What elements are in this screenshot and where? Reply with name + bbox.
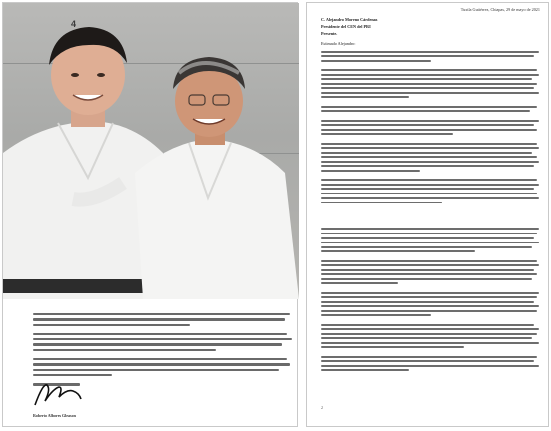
recipient-name: C. Alejandro Moreno Cárdenas (321, 17, 378, 22)
left-document-page (2, 2, 298, 427)
wall-number: 4 (71, 19, 77, 29)
letter-date: Tuxtla Gutiérrez, Chiapas, 29 de mayo de 2021 (460, 7, 540, 12)
signature (33, 379, 83, 414)
photo-two-men (3, 3, 299, 299)
recipient-title: Presidente del CEN del PRI (321, 24, 371, 29)
letter-body-left (33, 313, 295, 389)
right-document-page (306, 2, 549, 427)
page-marker: 2 (321, 405, 323, 410)
signature-caption: Roberto Albores Gleason (33, 413, 76, 418)
people-illustration (3, 3, 299, 299)
letter-body-right (321, 51, 541, 374)
salutation: Estimado Alejandro: (321, 41, 356, 46)
present-line: Presente. (321, 31, 338, 36)
